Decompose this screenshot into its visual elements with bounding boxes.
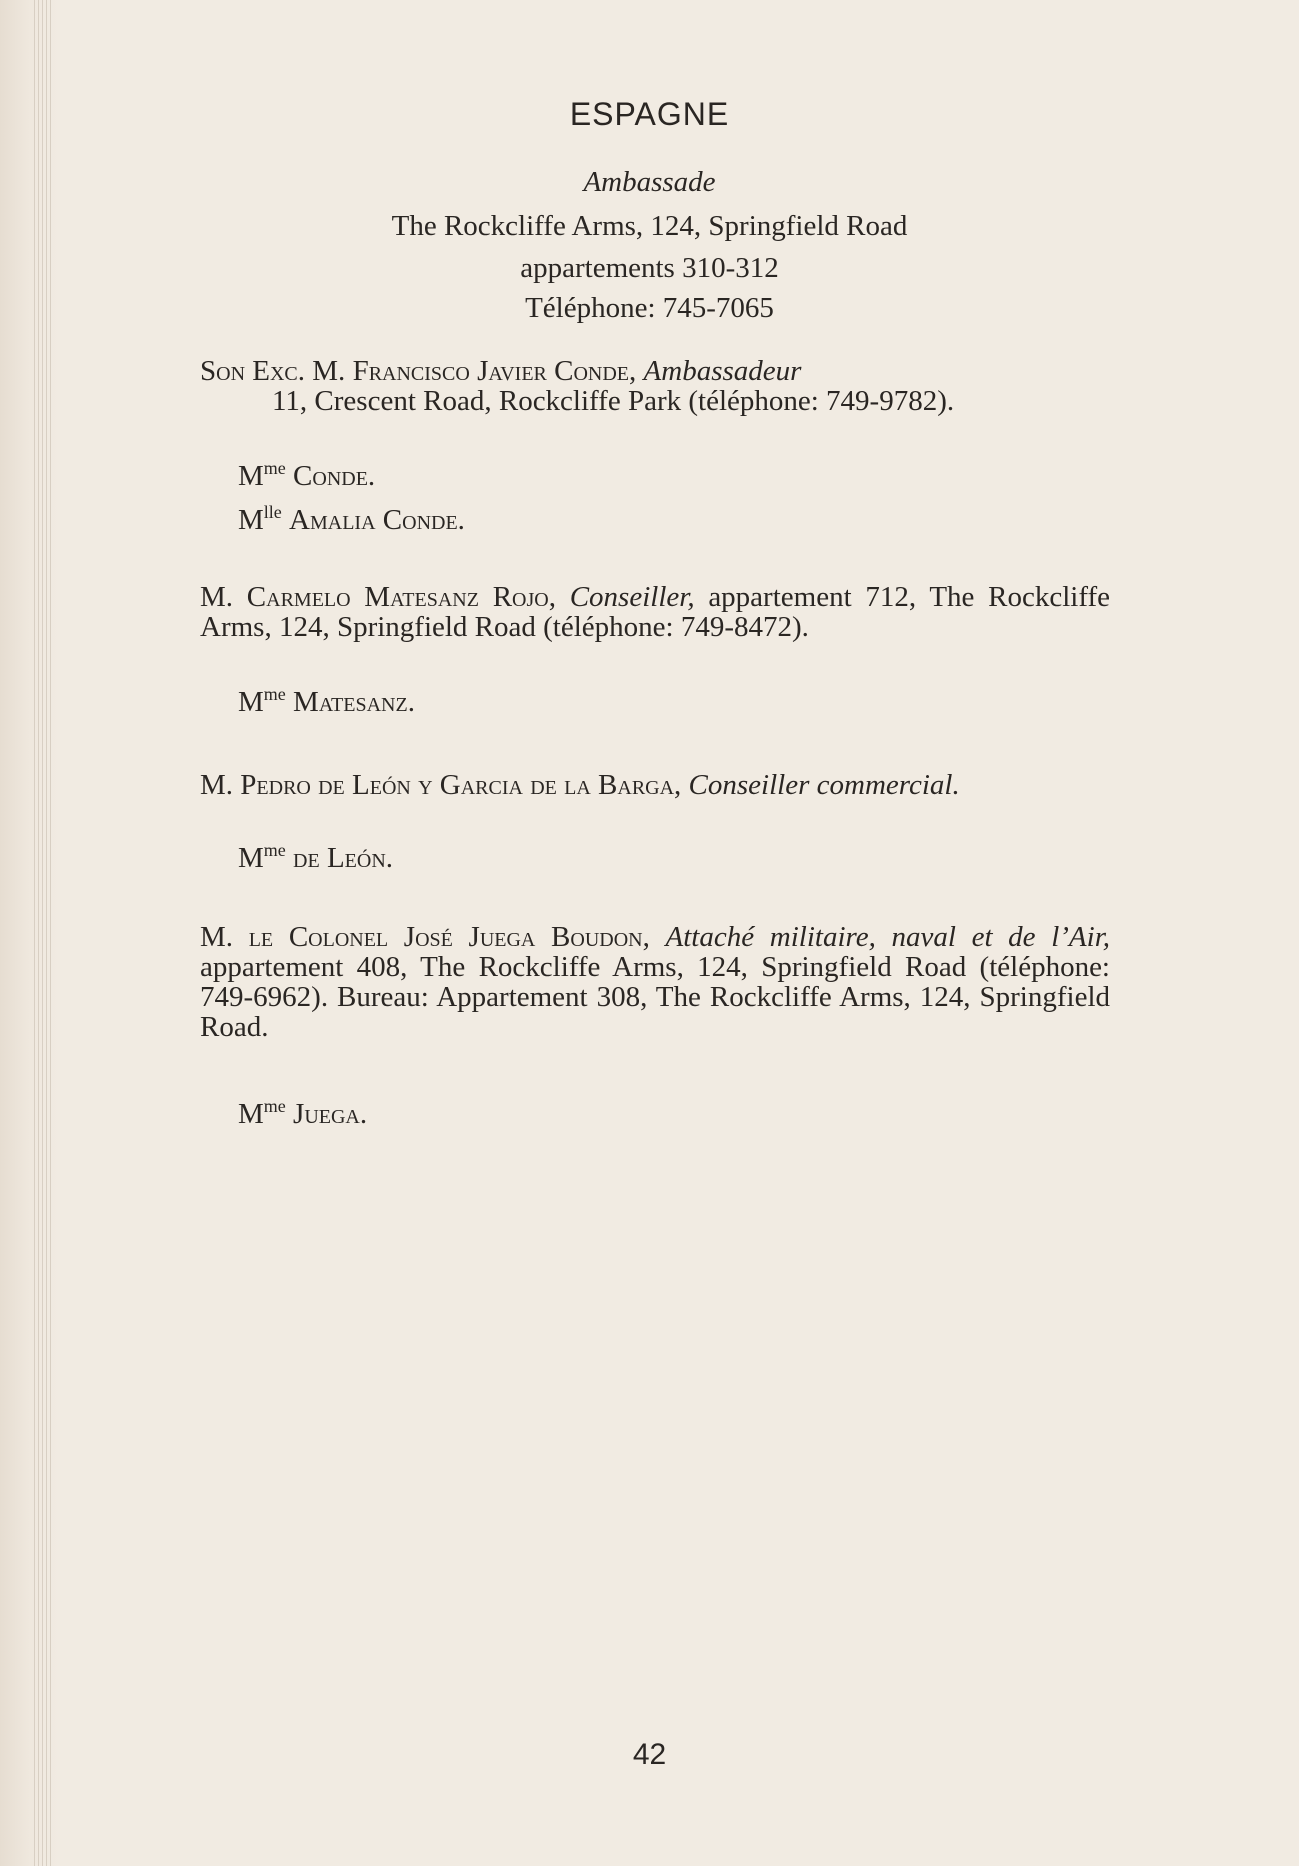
spouse-line: $M^{me}$ Conde. xyxy=(238,458,376,492)
page-heading: ESPAGNE xyxy=(569,96,730,132)
entry-title: Attaché militaire, naval et de l’Air, xyxy=(665,921,1111,953)
entry-prefix: M. xyxy=(200,921,234,953)
page-number: 42 xyxy=(632,1738,667,1771)
entry-ambassador xyxy=(200,356,1110,416)
entry-name: Pedro de León y Garcia de la Barga, xyxy=(240,769,682,801)
spouse-line: $M^{me}$ Matesanz. xyxy=(238,684,415,718)
entry-commercial-counsellor xyxy=(200,770,1110,800)
spouse-line: $M^{me}$ Juega. xyxy=(238,1096,368,1130)
entry-prefix: M. xyxy=(200,581,234,613)
embassy-telephone: Téléphone: 745-7065 xyxy=(525,292,774,324)
entry-details: appartement 712, The Rockcliffe Arms, 124, Springfield Road (téléphone: 749-8472). xyxy=(200,581,1110,643)
entry-counsellor xyxy=(200,582,1110,642)
entry-details: 11, Crescent Road, Rockcliffe Park (téléphone: 749-9782). xyxy=(272,385,955,417)
entry-title: Conseiller commercial. xyxy=(688,769,960,801)
entry-name: le Colonel José Juega Boudon, xyxy=(248,921,650,953)
entry-name: Francisco Javier Conde, xyxy=(352,355,637,387)
entry-details: appartement 408, The Rockcliffe Arms, 124, Springfield Road (téléphone: 749-6962). Bureau: Appartement 308, The Rockcliffe Arms, 124, Springfield Road. xyxy=(200,951,1110,1043)
entry-military-attache xyxy=(200,922,1110,1042)
entry-name: Carmelo Matesanz Rojo, xyxy=(246,581,556,613)
embassy-address: The Rockcliffe Arms, 124, Springfield Road xyxy=(391,210,908,242)
spouse-line: $M^{lle}$ Amalia Conde. xyxy=(238,502,465,536)
embassy-apartments: appartements 310-312 xyxy=(520,252,779,284)
entry-title: Ambassadeur xyxy=(643,355,802,387)
entry-prefix: M. xyxy=(200,769,234,801)
entry-prefix: Son Exc. M. xyxy=(200,355,346,387)
embassy-label: Ambassade xyxy=(583,166,716,198)
entry-title: Conseiller, xyxy=(569,581,695,613)
spouse-line: $M^{me}$ de León. xyxy=(238,840,394,874)
